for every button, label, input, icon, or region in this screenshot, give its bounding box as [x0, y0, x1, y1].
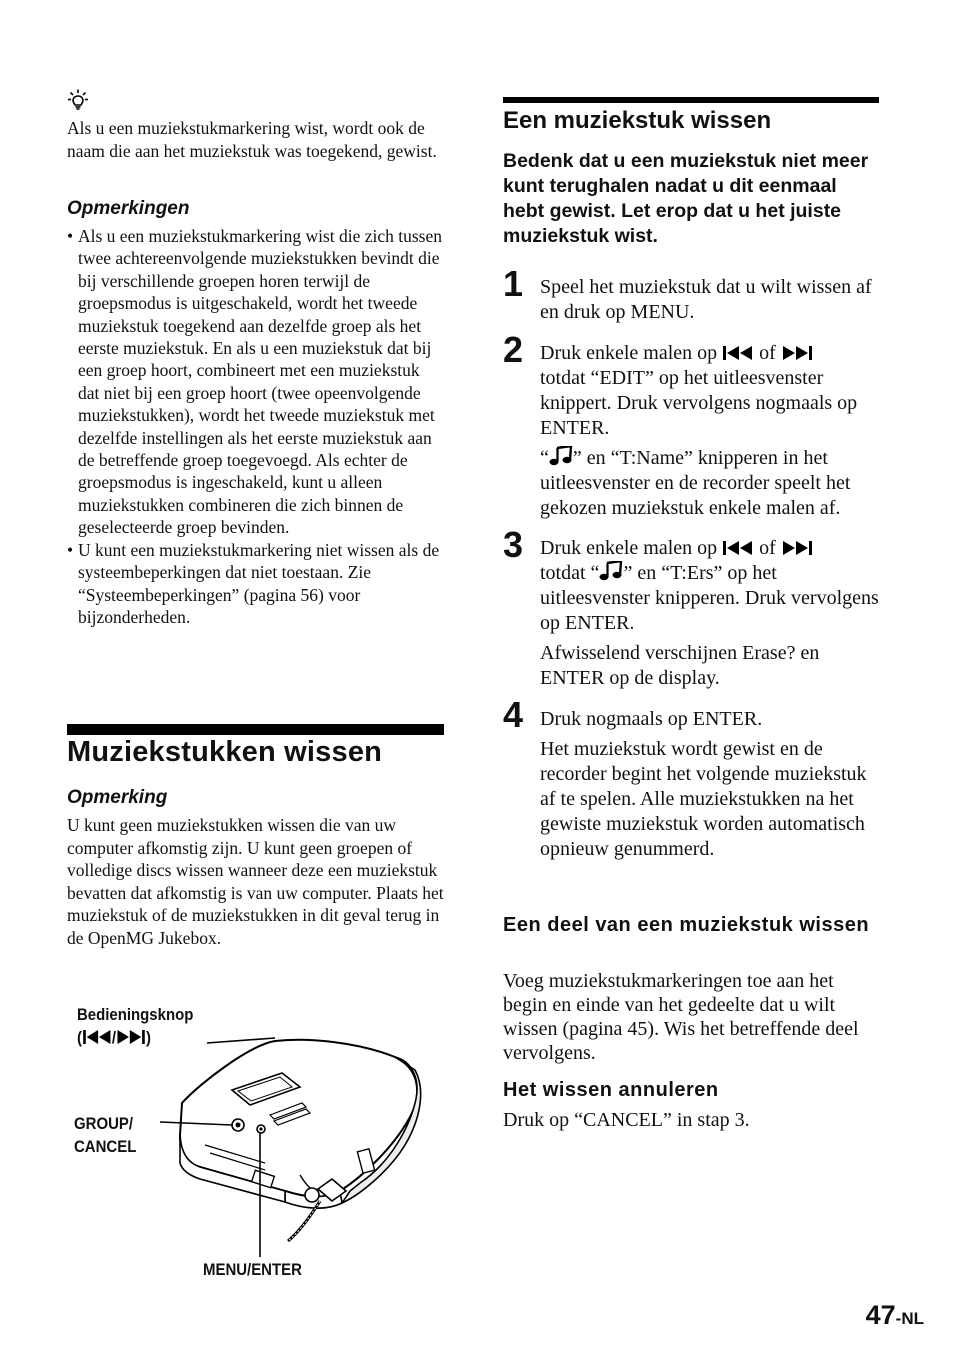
page-number	[866, 1300, 924, 1331]
quote-open: “	[540, 447, 549, 469]
step-number: 2	[503, 329, 524, 370]
skip-forward-icon	[116, 1029, 146, 1045]
step-text-a: Druk enkele malen op	[540, 342, 718, 364]
group-cancel-label-line2: CANCEL	[74, 1137, 137, 1156]
warning-text: Bedenk dat u een muziekstuk niet meer kunt terughalen nadat u dit eenmaal hebt gewist. Let erop dat u het juiste muziekstuk wist.	[503, 150, 869, 247]
step-number: 4	[503, 694, 524, 735]
section-divider	[67, 724, 444, 735]
cancel-heading: Het wissen annuleren	[503, 1079, 719, 1101]
skip-forward-icon	[781, 345, 813, 361]
note-heading: Opmerking	[67, 787, 168, 808]
step-note: Het muziekstuk wordt gewist en de recorder begint het volgende muziekstuk af te spelen. Alle muziekstukken na het gewiste muziekstuk worden automatisch opnieuw genummerd.	[540, 738, 867, 860]
subsection-title: Een muziekstuk wissen	[503, 107, 772, 134]
part-heading: Een deel van een muziekstuk wissen	[503, 914, 870, 936]
list-item: • Als u een muziekstukmarkering wist die zich tussen twee achtereenvolgende muziekstukken bevindt die bij verschillende groepen horen terwijl de groepsmodus is uitgeschakeld, wordt het tweede muziekstuk toegekend aan dezelfde groep als het eerste muziekstuk. En als u een muziekstuk dat bij een groep hoort, combineert met een muziekstuk dat niet bij een groep hoort (twee opeenvolgende muziekstukken), wordt het tweede muziekstuk met dezelfde instellingen als het eerste muziekstuk aan de betreffende groep toegevoegd. Als echter de groepsmodus is ingeschakeld, kunt u alleen muziekstukken combineren die zich binnen de geselecteerde groep bevinden.	[67, 225, 445, 539]
skip-back-icon	[82, 1029, 112, 1045]
step-text-of: of	[759, 537, 776, 559]
page-number-value: 47	[865, 1300, 896, 1330]
skip-forward-icon	[781, 540, 813, 556]
step-text-b-pre: totdat “	[540, 562, 600, 584]
menu-enter-label: MENU/ENTER	[203, 1260, 302, 1279]
part-text: Voeg muziekstukmarkeringen toe aan het begin en einde van het gedeelte dat u wilt wissen (pagina 45). Wis het betreffende deel vervolgens.	[503, 970, 859, 1064]
page-number-suffix: -NL	[895, 1309, 924, 1328]
step-text-a: Druk enkele malen op	[540, 537, 718, 559]
step-text-b: totdat “EDIT” op het uitleesvenster knippert. Druk vervolgens nogmaals op ENTER.	[540, 367, 858, 439]
list-item: • U kunt een muziekstukmarkering niet wissen als de systeembeperkingen dat niet toestaan. Zie “Systeembeperkingen” (pagina 56) voor bijzonderheden.	[67, 539, 445, 629]
tip-text: Als u een muziekstukmarkering wist, wordt ook de naam die aan het muziekstuk was toegekend, gewist.	[67, 118, 437, 161]
step-text-b-post: ” en “T:Ers” op het uitleesvenster knipperen. Druk vervolgens op ENTER.	[540, 562, 879, 634]
step-number: 3	[503, 524, 524, 565]
music-note-icon	[549, 446, 573, 466]
step-number: 1	[503, 263, 524, 304]
group-cancel-label-line1: GROUP/	[74, 1114, 134, 1133]
control-knob-label-line2	[77, 1026, 193, 1049]
control-knob-label	[77, 1003, 193, 1049]
lightbulb-icon	[66, 88, 90, 112]
notes-list	[67, 225, 445, 628]
step-text	[540, 341, 880, 441]
section-title: Muziekstukken wissen	[67, 736, 383, 768]
skip-back-icon	[722, 345, 754, 361]
paren-close: )	[145, 1028, 151, 1047]
group-cancel-label	[74, 1112, 136, 1158]
step-text-of: of	[759, 342, 776, 364]
step-note: Afwisselend verschijnen Erase? en ENTER op de display.	[540, 642, 820, 689]
separator-slash: /	[111, 1028, 117, 1047]
step-text	[540, 536, 880, 636]
step-text: Druk nogmaals op ENTER.	[540, 708, 763, 730]
paren-open: (	[77, 1028, 82, 1047]
notes-heading: Opmerkingen	[67, 198, 190, 219]
step-note-text: ” en “T:Name” knipperen in het uitleesvenster en de recorder speelt het gekozen muziekstuk enkele malen af.	[540, 447, 851, 519]
skip-back-icon	[722, 540, 754, 556]
music-note-icon	[599, 561, 623, 581]
cancel-text: Druk op “CANCEL” in stap 3.	[503, 1109, 750, 1131]
control-knob-label-line1: Bedieningsknop	[77, 1005, 194, 1024]
step-text: Speel het muziekstuk dat u wilt wissen af en druk op MENU.	[540, 276, 872, 323]
note-text: U kunt geen muziekstukken wissen die van uw computer afkomstig zijn. U kunt geen groepen of volledige discs wissen wanneer deze een muziekstuk bevatten dat afkomstig is van uw computer. Plaats het muziekstuk of de muziekstukken in dit geval terug in de OpenMG Jukebox.	[67, 815, 444, 948]
heading-rule	[503, 97, 879, 103]
step-note	[540, 446, 880, 521]
